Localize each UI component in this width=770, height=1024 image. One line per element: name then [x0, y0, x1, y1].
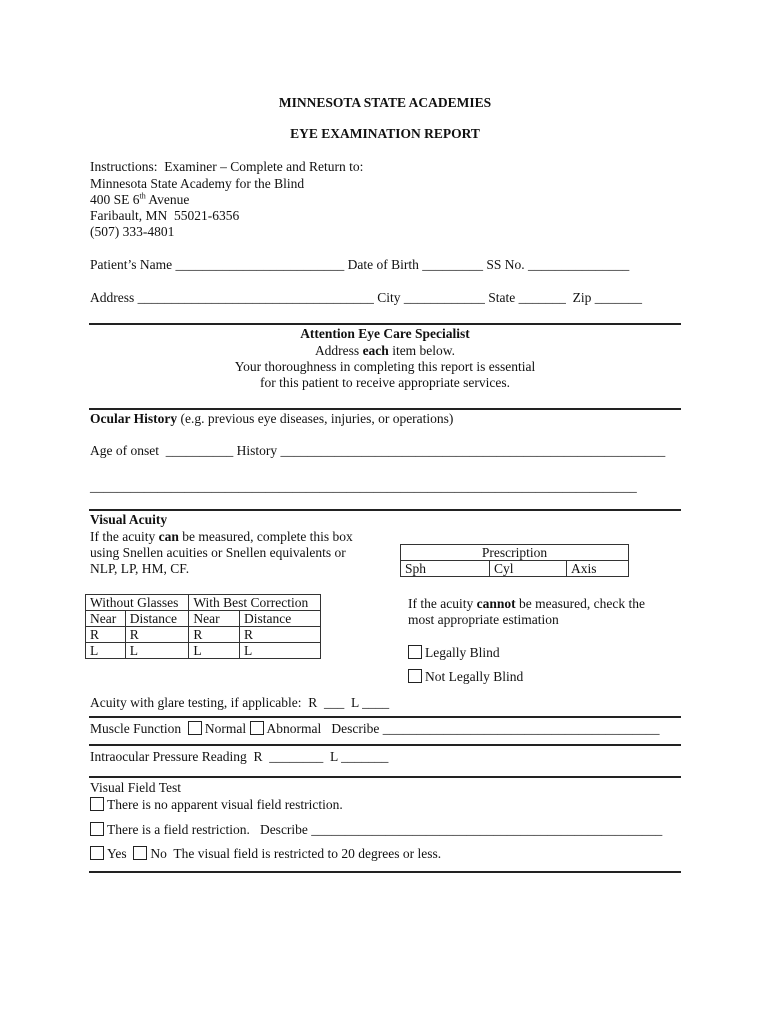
instructions-line3: 400 SE 6th Avenue	[90, 191, 190, 207]
muscle-function-label: Muscle Function	[90, 721, 182, 736]
not-legally-blind-checkbox[interactable]	[408, 669, 422, 683]
patient-name-line[interactable]: Patient’s Name _________________________ Date of Birth _________ SS No. _______________	[90, 257, 630, 272]
acuity-cell[interactable]: L	[125, 643, 189, 659]
attention-line2: Address each item below.	[314, 343, 456, 358]
instructions-line2: Minnesota State Academy for the Blind	[90, 176, 305, 191]
intraocular-pressure-line[interactable]: Intraocular Pressure Reading R ________ L _______	[90, 749, 389, 764]
org-title: MINNESOTA STATE ACADEMIES	[278, 95, 492, 110]
muscle-describe-field[interactable]: Describe _________________________________________	[331, 721, 660, 736]
yes-checkbox[interactable]	[90, 846, 104, 860]
acuity-group-best-correction: With Best Correction	[189, 595, 321, 611]
visual-field-title: Visual Field Test	[90, 780, 181, 795]
acuity-subhead: Near	[189, 611, 240, 627]
ocular-history-label: Ocular History (e.g. previous eye diseases, injuries, or operations)	[90, 411, 454, 426]
muscle-abnormal-checkbox[interactable]	[250, 721, 264, 735]
acuity-subhead: Distance	[240, 611, 321, 627]
no-restriction-checkbox[interactable]	[90, 797, 104, 811]
legally-blind-checkbox[interactable]	[408, 645, 422, 659]
acuity-cell[interactable]: R	[86, 627, 126, 643]
divider	[89, 408, 681, 410]
age-of-onset-line[interactable]: Age of onset __________ History _________________________________________________________	[90, 443, 666, 458]
acuity-group-without-glasses: Without Glasses	[86, 595, 189, 611]
divider	[89, 323, 681, 325]
not-legally-blind-option[interactable]: Not Legally Blind	[408, 669, 523, 685]
acuity-table	[85, 594, 321, 659]
history-blank-line[interactable]: _________________________________________________________________________________	[90, 479, 637, 494]
acuity-instructions-line1: If the acuity can be measured, complete this box	[90, 529, 353, 544]
acuity-instructions-line3: NLP, LP, HM, CF.	[90, 561, 190, 576]
acuity-cell[interactable]: R	[240, 627, 321, 643]
divider	[89, 871, 681, 873]
divider	[89, 744, 681, 746]
prescription-axis[interactable]: Axis	[567, 561, 629, 577]
prescription-table	[400, 544, 629, 577]
restriction-checkbox[interactable]	[90, 822, 104, 836]
restricted-20-row: Yes No The visual field is restricted to 20 degrees or less.	[90, 846, 441, 862]
no-checkbox[interactable]	[133, 846, 147, 860]
instructions-line1: Instructions: Examiner – Complete and Return to:	[90, 159, 364, 174]
prescription-cyl[interactable]: Cyl	[490, 561, 567, 577]
acuity-subhead: Near	[86, 611, 126, 627]
cannot-measure-line1: If the acuity cannot be measured, check the	[408, 596, 645, 611]
restriction-option[interactable]: There is a field restriction. Describe ____________________________________________________	[90, 822, 662, 838]
divider	[89, 509, 681, 511]
instructions-line4: Faribault, MN 55021-6356	[90, 208, 240, 223]
acuity-instructions-line2: using Snellen acuities or Snellen equivalents or	[90, 545, 346, 560]
attention-line4: for this patient to receive appropriate services.	[259, 375, 511, 390]
attention-title: Attention Eye Care Specialist	[300, 326, 470, 341]
muscle-function-row: Muscle Function Normal Abnormal Describe _________________________________________	[90, 721, 660, 736]
divider	[89, 776, 681, 778]
no-restriction-option[interactable]: There is no apparent visual field restriction.	[90, 797, 343, 813]
prescription-title: Prescription	[401, 545, 629, 561]
instructions-line5: (507) 333-4801	[90, 224, 175, 239]
legally-blind-option[interactable]: Legally Blind	[408, 645, 500, 661]
glare-testing-line[interactable]: Acuity with glare testing, if applicable: R ___ L ____	[90, 695, 390, 710]
acuity-cell[interactable]: R	[125, 627, 189, 643]
prescription-sph[interactable]: Sph	[401, 561, 490, 577]
patient-address-line[interactable]: Address ___________________________________ City ____________ State _______ Zip _______	[90, 290, 642, 305]
acuity-subhead: Distance	[125, 611, 189, 627]
acuity-cell[interactable]: L	[189, 643, 240, 659]
acuity-cell[interactable]: L	[240, 643, 321, 659]
divider	[89, 716, 681, 718]
cannot-measure-line2: most appropriate estimation	[408, 612, 559, 627]
muscle-normal-checkbox[interactable]	[188, 721, 202, 735]
table-row	[86, 643, 321, 659]
attention-line3: Your thoroughness in completing this report is essential	[234, 359, 536, 374]
acuity-cell[interactable]: R	[189, 627, 240, 643]
acuity-cell[interactable]: L	[86, 643, 126, 659]
report-title: EYE EXAMINATION REPORT	[290, 126, 480, 141]
visual-acuity-title: Visual Acuity	[90, 512, 168, 527]
table-row	[86, 627, 321, 643]
